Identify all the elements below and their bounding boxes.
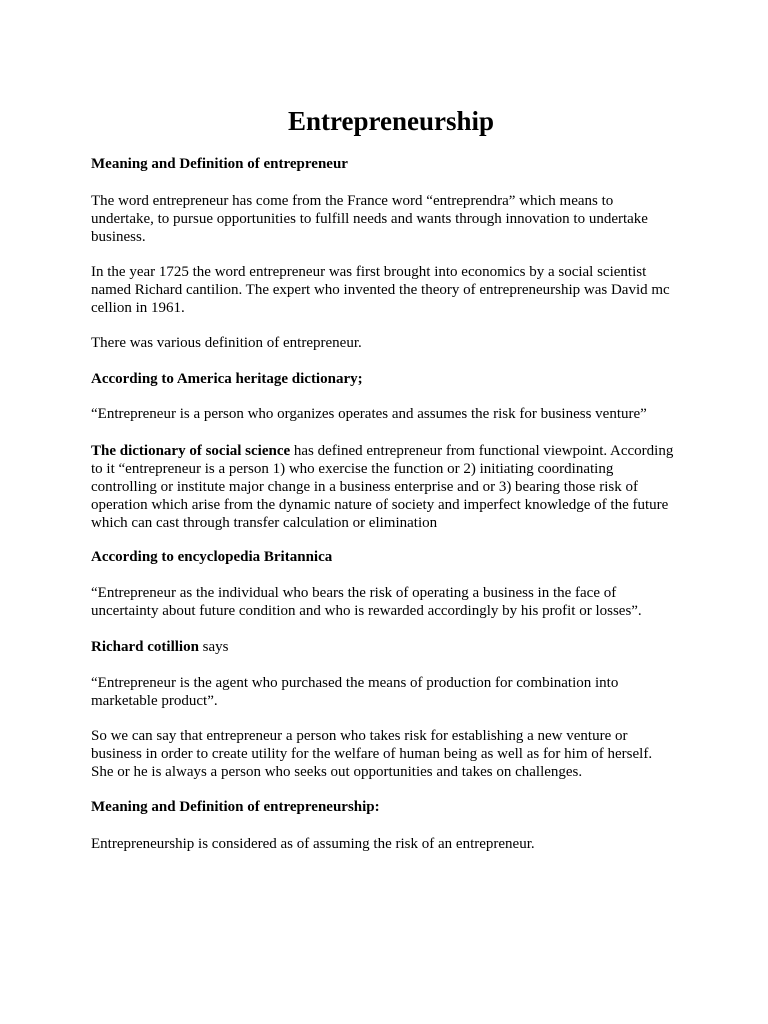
heading-meaning-entrepreneur: Meaning and Definition of entrepreneur [91, 156, 348, 172]
paragraph-line: business. [91, 229, 146, 245]
paragraph-line: undertake, to pursue opportunities to fulfill needs and wants through innovation to undertake [91, 211, 648, 227]
paragraph-line: cellion in 1961. [91, 300, 185, 316]
paragraph-line: business in order to create utility for the welfare of human being as well as for him of herself. [91, 746, 653, 762]
cotillion-rest: says [198, 639, 229, 655]
quote-line: “Entrepreneur as the individual who bears the risk of operating a business in the face of [91, 585, 617, 601]
social-science-bold-lead: The dictionary of social science [91, 443, 291, 459]
paragraph-word-origin [91, 192, 691, 246]
paragraph-summary [91, 727, 691, 781]
heading-america-heritage: According to America heritage dictionary; [91, 371, 363, 387]
paragraph-line: She or he is always a person who seeks out opportunities and takes on challenges. [91, 764, 583, 780]
paragraph-line: named Richard cantilion. The expert who invented the theory of entrepreneurship was David mc [91, 282, 670, 298]
quote-line: uncertainty about future condition and who is rewarded accordingly by his profit or losses”. [91, 603, 642, 619]
paragraph-line: to it “entrepreneur is a person 1) who exercise the function or 2) initiating coordinating [91, 461, 614, 477]
quote-line: “Entrepreneur is a person who organizes operates and assumes the risk for business venture” [91, 406, 647, 422]
quote-britannica [91, 584, 691, 620]
paragraph-line: So we can say that entrepreneur a person who takes risk for establishing a new venture or [91, 728, 628, 744]
document-title: Entrepreneurship [287, 106, 495, 136]
paragraph-line: operation which arise from the dynamic nature of society and imperfect knowledge of the future [91, 497, 669, 513]
heading-britannica: According to encyclopedia Britannica [91, 549, 333, 565]
paragraph-social-science [91, 442, 691, 532]
heading-meaning-entrepreneurship: Meaning and Definition of entrepreneurship: [91, 799, 380, 815]
quote-line: “Entrepreneur is the agent who purchased the means of production for combination into [91, 675, 619, 691]
cotillion-bold-lead: Richard cotillion [91, 639, 199, 655]
quote-cotillion [91, 674, 691, 710]
quote-america-heritage [91, 405, 691, 423]
paragraph-line: which can cast through transfer calculation or elimination [91, 515, 438, 531]
paragraph-line: The word entrepreneur has come from the France word “entreprendra” which means to [91, 193, 614, 209]
paragraph-various-definitions [91, 334, 691, 352]
paragraph-line: There was various definition of entrepreneur. [91, 335, 362, 351]
quote-line: marketable product”. [91, 693, 218, 709]
social-science-first-line: has defined entrepreneur from functional viewpoint. According [290, 443, 674, 459]
paragraph-cotillion-says [91, 638, 691, 656]
paragraph-line: In the year 1725 the word entrepreneur was first brought into economics by a social scientist [91, 264, 647, 280]
paragraph-final [91, 835, 691, 853]
paragraph-line [91, 638, 691, 656]
paragraph-line: controlling or institute major change in a business enterprise and or 3) bearing those risk of [91, 479, 638, 495]
paragraph-year-1725 [91, 263, 691, 317]
paragraph-line [91, 442, 691, 460]
paragraph-line: Entrepreneurship is considered as of assuming the risk of an entrepreneur. [91, 836, 535, 852]
